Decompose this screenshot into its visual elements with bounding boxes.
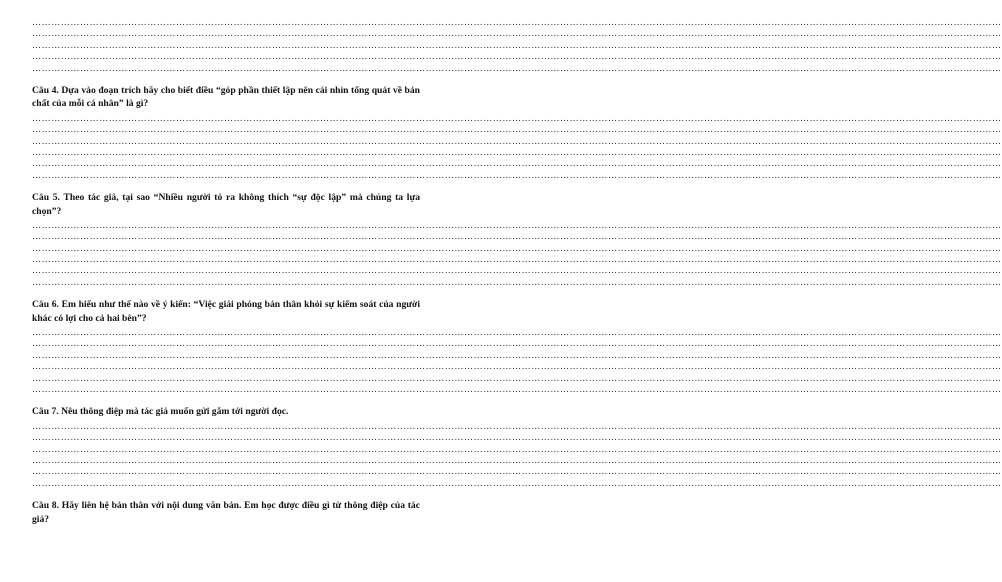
- answer-line: ……………………………………………………………………………………………………………………………………………………………………………………………………………………………………………………………………………: [32, 39, 1002, 50]
- question-text: Theo tác giả, tại sao “Nhiều người tỏ ra không thích “sự độc lập” mà chúng ta lựa chọn”?: [32, 192, 421, 217]
- answer-line: ……………………………………………………………………………………………………………………………………………………………………………………………………………………………………………………………………………: [32, 231, 1002, 242]
- answer-area-previous: [32, 17, 1002, 74]
- answer-line: ……………………………………………………………………………………………………………………………………………………………………………………………………………………………………………………………………………: [32, 254, 1002, 265]
- answer-line: ……………………………………………………………………………………………………………………………………………………………………………………………………………………………………………………………………………: [32, 455, 1002, 465]
- top-margin: [32, 0, 420, 17]
- answer-line: ……………………………………………………………………………………………………………………………………………………………………………………………………………………………………………………………………………: [32, 124, 1002, 135]
- question-8: [32, 499, 420, 526]
- answer-line: ……………………………………………………………………………………………………………………………………………………………………………………………………………………………………………………………………………: [32, 17, 1002, 27]
- answer-line: ……………………………………………………………………………………………………………………………………………………………………………………………………………………………………………………………………………: [32, 361, 1002, 372]
- question-text: Hãy liên hệ bản thân với nội dung văn bản. Em học được điều gì từ thông điệp của tác giả?: [32, 500, 420, 525]
- answer-line: ……………………………………………………………………………………………………………………………………………………………………………………………………………………………………………………………………………: [32, 384, 1002, 395]
- answer-line: ……………………………………………………………………………………………………………………………………………………………………………………………………………………………………………………………………………: [32, 158, 1002, 169]
- answer-line: ……………………………………………………………………………………………………………………………………………………………………………………………………………………………………………………………………………: [32, 372, 1002, 383]
- answer-line: ……………………………………………………………………………………………………………………………………………………………………………………………………………………………………………………………………………: [32, 420, 1002, 431]
- question-label: Câu 5.: [32, 192, 60, 204]
- answer-line: ……………………………………………………………………………………………………………………………………………………………………………………………………………………………………………………………………………: [32, 432, 1002, 443]
- question-label: Câu 4.: [32, 84, 59, 96]
- answer-line: ……………………………………………………………………………………………………………………………………………………………………………………………………………………………………………………………………………: [32, 276, 1002, 287]
- answer-line: ……………………………………………………………………………………………………………………………………………………………………………………………………………………………………………………………………………: [32, 219, 1002, 230]
- question-text: Dựa vào đoạn trích hãy cho biết điều “góp phần thiết lập nên cái nhìn tổng quát về bản chất của mỗi cá nhân” là gì?: [32, 84, 421, 110]
- worksheet-page: [32, 0, 1002, 582]
- answer-line: ……………………………………………………………………………………………………………………………………………………………………………………………………………………………………………………………………………: [32, 146, 1002, 157]
- answer-line: ……………………………………………………………………………………………………………………………………………………………………………………………………………………………………………………………………………: [32, 349, 1002, 360]
- answer-line: ……………………………………………………………………………………………………………………………………………………………………………………………………………………………………………………………………………: [32, 466, 1002, 477]
- question-5: [32, 191, 420, 218]
- answer-line: ……………………………………………………………………………………………………………………………………………………………………………………………………………………………………………………………………………: [32, 443, 1002, 454]
- answer-line: ……………………………………………………………………………………………………………………………………………………………………………………………………………………………………………………………………………: [32, 265, 1002, 276]
- answer-line: ……………………………………………………………………………………………………………………………………………………………………………………………………………………………………………………………………………: [32, 51, 1002, 62]
- answer-line: ……………………………………………………………………………………………………………………………………………………………………………………………………………………………………………………………………………: [32, 28, 1002, 39]
- answer-line: ……………………………………………………………………………………………………………………………………………………………………………………………………………………………………………………………………………: [32, 169, 1002, 180]
- answer-line: ……………………………………………………………………………………………………………………………………………………………………………………………………………………………………………………………………………: [32, 338, 1002, 349]
- answer-line: ……………………………………………………………………………………………………………………………………………………………………………………………………………………………………………………………………………: [32, 242, 1002, 253]
- answer-line: ……………………………………………………………………………………………………………………………………………………………………………………………………………………………………………………………………………: [32, 477, 1002, 488]
- answer-area-6: [32, 327, 1002, 395]
- question-7: [32, 405, 420, 418]
- answer-line: ……………………………………………………………………………………………………………………………………………………………………………………………………………………………………………………………………………: [32, 62, 1002, 73]
- answer-line: ……………………………………………………………………………………………………………………………………………………………………………………………………………………………………………………………………………: [32, 112, 1002, 123]
- question-text: Em hiểu như thế nào về ý kiến: “Việc giải phóng bản thân khỏi sự kiểm soát của người khác có lợi cho cả hai bên”?: [32, 299, 420, 324]
- question-label: Câu 7.: [32, 406, 59, 418]
- question-label: Câu 8.: [32, 500, 60, 512]
- question-4: [32, 84, 420, 111]
- question-6: [32, 298, 420, 325]
- question-text: Nêu thông điệp mà tác giả muốn gửi gắm tới người đọc.: [61, 406, 289, 418]
- answer-line: ……………………………………………………………………………………………………………………………………………………………………………………………………………………………………………………………………………: [32, 327, 1002, 338]
- answer-line: ……………………………………………………………………………………………………………………………………………………………………………………………………………………………………………………………………………: [32, 135, 1002, 146]
- answer-area-5: [32, 219, 1002, 288]
- answer-area-4: [32, 112, 1002, 181]
- question-label: Câu 6.: [32, 299, 59, 311]
- answer-area-7: [32, 420, 1002, 489]
